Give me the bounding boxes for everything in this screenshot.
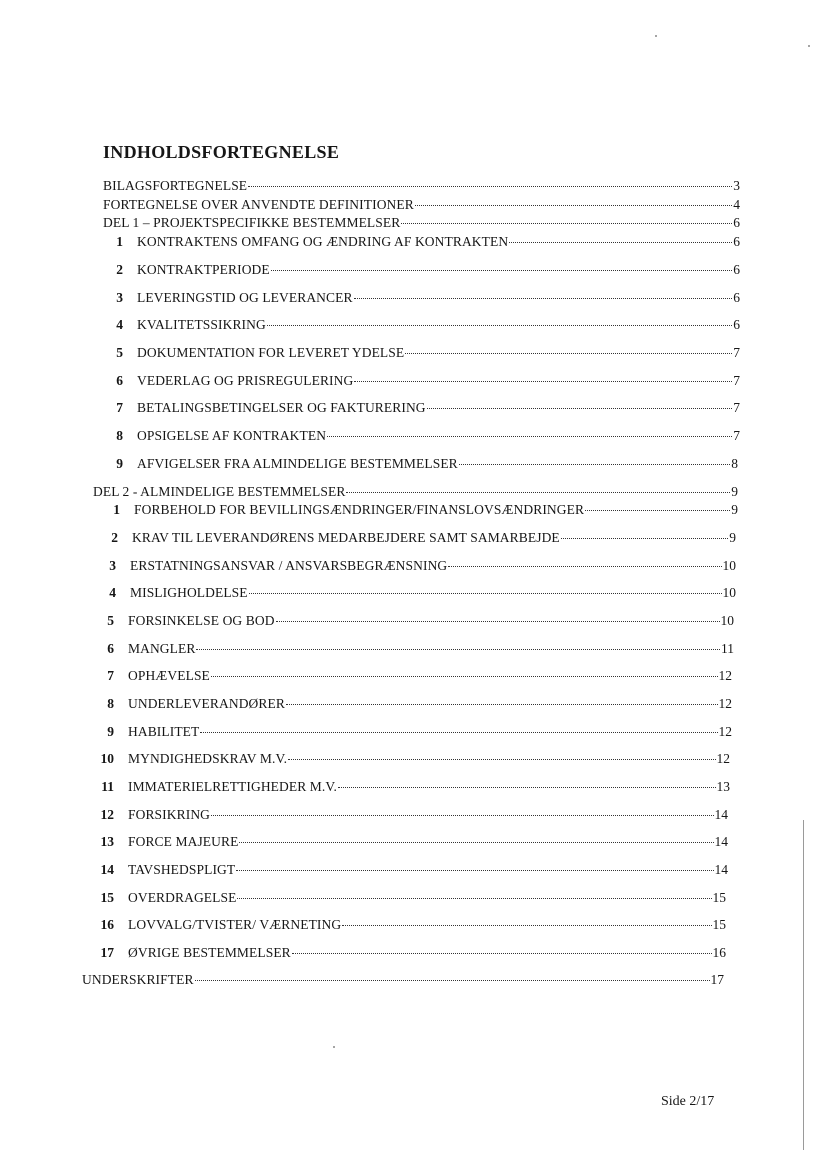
- toc-entry-page: 16: [712, 945, 726, 960]
- toc-entry-page: 7: [733, 400, 740, 415]
- toc-entry-label: FORTEGNELSE OVER ANVENDTE DEFINITIONER: [103, 197, 414, 212]
- toc-entry-page: 12: [718, 668, 732, 683]
- toc-entry-number: 8: [107, 696, 114, 711]
- toc-entry: [94, 558, 736, 574]
- toc-entry-page: 14: [714, 807, 728, 822]
- toc-dot-leader: [415, 205, 732, 206]
- toc-entry: [103, 234, 740, 250]
- toc-entry-number: 4: [116, 317, 123, 332]
- toc-entry: [96, 530, 736, 546]
- toc-dot-leader: [405, 353, 732, 354]
- toc-entry: [93, 484, 738, 500]
- toc-entry: [86, 945, 726, 961]
- toc-entry-page: 9: [729, 530, 736, 545]
- toc-entry: [82, 972, 724, 988]
- toc-entry-number: 6: [116, 373, 123, 388]
- toc-entry: [103, 317, 740, 333]
- page-number-footer: Side 2/17: [661, 1094, 715, 1109]
- toc-dot-leader: [401, 223, 732, 224]
- toc-entry-page: 4: [733, 197, 740, 212]
- toc-entry-number: 4: [109, 585, 116, 600]
- toc-dot-leader: [327, 436, 732, 437]
- toc-entry-number: 16: [100, 917, 114, 932]
- toc-entry-label: DEL 2 - ALMINDELIGE BESTEMMELSER: [93, 484, 346, 499]
- toc-dot-leader: [271, 270, 733, 271]
- toc-entry-label: AFVIGELSER FRA ALMINDELIGE BESTEMMELSER: [137, 456, 458, 471]
- toc-dot-leader: [509, 242, 732, 243]
- toc-entry-page: 6: [733, 262, 740, 277]
- toc-dot-leader: [561, 538, 728, 539]
- toc-entry: [98, 502, 738, 518]
- toc-entry-label: UNDERSKRIFTER: [82, 972, 194, 987]
- toc-entry-number: 10: [100, 751, 114, 766]
- toc-entry: [103, 400, 740, 416]
- toc-entry-page: 7: [733, 428, 740, 443]
- toc-entry-page: 10: [722, 585, 736, 600]
- toc-entry-label: MANGLER: [128, 641, 196, 656]
- toc-entry-label: FORSINKELSE OG BOD: [128, 613, 275, 628]
- toc-entry: [103, 345, 740, 361]
- toc-entry-label: HABILITET: [128, 724, 200, 739]
- toc-entry-page: 6: [733, 234, 740, 249]
- toc-entry-label: LEVERINGSTID OG LEVERANCER: [137, 290, 353, 305]
- toc-entry-label: KONTRAKTPERIODE: [137, 262, 270, 277]
- toc-entry-number: 6: [107, 641, 114, 656]
- toc-dot-leader: [211, 676, 718, 677]
- toc-entry-label: MISLIGHOLDELSE: [130, 585, 248, 600]
- toc-entry-page: 8: [731, 456, 738, 471]
- scan-speck: [333, 1046, 335, 1048]
- toc-entry: [103, 373, 740, 389]
- toc-entry-number: 15: [100, 890, 114, 905]
- toc-entry-number: 13: [100, 834, 114, 849]
- toc-entry-page: 12: [718, 696, 732, 711]
- toc-entry: [88, 751, 730, 767]
- toc-dot-leader: [585, 510, 730, 511]
- toc-entry-number: 2: [116, 262, 123, 277]
- toc-dot-leader: [236, 870, 713, 871]
- toc-entry: [103, 456, 738, 472]
- toc-entry-label: ØVRIGE BESTEMMELSER: [128, 945, 291, 960]
- toc-dot-leader: [286, 704, 718, 705]
- toc-entry-label: VEDERLAG OG PRISREGULERING: [137, 373, 354, 388]
- toc-entry-number: 17: [100, 945, 114, 960]
- toc-entry-number: 9: [116, 456, 123, 471]
- toc-entry-page: 9: [731, 502, 738, 517]
- toc-entry: [103, 428, 740, 444]
- toc-entry-number: 3: [116, 290, 123, 305]
- toc-entry-page: 17: [710, 972, 724, 987]
- scan-speck: [655, 35, 657, 37]
- toc-entry: [86, 834, 728, 850]
- toc-entry-label: OPHÆVELSE: [128, 668, 210, 683]
- toc-dot-leader: [239, 842, 713, 843]
- toc-entry-label: MYNDIGHEDSKRAV M.V.: [128, 751, 288, 766]
- toc-entry-label: ERSTATNINGSANSVAR / ANSVARSBEGRÆNSNING: [130, 558, 448, 573]
- toc-dot-leader: [211, 815, 713, 816]
- toc-entry: [86, 807, 728, 823]
- toc-dot-leader: [288, 759, 715, 760]
- toc-dot-leader: [346, 492, 730, 493]
- toc-entry: [90, 696, 732, 712]
- toc-entry-page: 6: [733, 290, 740, 305]
- toc-dot-leader: [292, 953, 712, 954]
- toc-entry-label: UNDERLEVERANDØRER: [128, 696, 285, 711]
- toc-entry-page: 15: [712, 917, 726, 932]
- toc-dot-leader: [195, 980, 710, 981]
- toc-entry-number: 5: [107, 613, 114, 628]
- toc-entry: [92, 613, 734, 629]
- toc-entry-page: 12: [716, 751, 730, 766]
- toc-entry-number: 12: [100, 807, 114, 822]
- toc-entry: [94, 585, 736, 601]
- toc-dot-leader: [427, 408, 733, 409]
- toc-dot-leader: [338, 787, 716, 788]
- toc-entry-label: OPSIGELSE AF KONTRAKTEN: [137, 428, 327, 443]
- toc-entry-page: 14: [714, 862, 728, 877]
- toc-entry-number: 1: [116, 234, 123, 249]
- toc-dot-leader: [267, 325, 732, 326]
- toc-entry: [88, 724, 732, 740]
- toc-entry-number: 7: [107, 668, 114, 683]
- toc-entry-page: 3: [733, 178, 740, 193]
- toc-entry-page: 7: [733, 345, 740, 360]
- toc-dot-leader: [354, 381, 732, 382]
- toc-entry-label: KRAV TIL LEVERANDØRENS MEDARBEJDERE SAMT SAMARBEJDE: [132, 530, 560, 545]
- toc-entry-label: BETALINGSBETINGELSER OG FAKTURERING: [137, 400, 426, 415]
- toc-entry-page: 6: [733, 317, 740, 332]
- toc-entry-page: 13: [716, 779, 730, 794]
- toc-entry: [103, 197, 740, 213]
- toc-entry-number: 2: [111, 530, 118, 545]
- toc-entry-label: OVERDRAGELSE: [128, 890, 237, 905]
- toc-entry-page: 9: [731, 484, 738, 499]
- scan-speck: [808, 45, 810, 47]
- toc-entry: [90, 668, 732, 684]
- toc-entry-page: 7: [733, 373, 740, 388]
- toc-dot-leader: [196, 649, 720, 650]
- toc-dot-leader: [459, 464, 730, 465]
- toc-entry-label: IMMATERIELRETTIGHEDER M.V.: [128, 779, 337, 794]
- toc-entry-number: 9: [107, 724, 114, 739]
- toc-entry-page: 15: [712, 890, 726, 905]
- toc-entry-label: BILAGSFORTEGNELSE: [103, 178, 248, 193]
- toc-entry-label: FORCE MAJEURE: [128, 834, 239, 849]
- scan-edge-line: [803, 820, 804, 1150]
- toc-entry: [103, 262, 740, 278]
- toc-dot-leader: [237, 898, 711, 899]
- page-title: INDHOLDSFORTEGNELSE: [103, 142, 340, 162]
- toc-entry-page: 10: [720, 613, 734, 628]
- toc-entry-label: LOVVALG/TVISTER/ VÆRNETING: [128, 917, 342, 932]
- toc-entry: [86, 917, 726, 933]
- toc-entry-page: 6: [733, 215, 740, 230]
- toc-entry-label: DOKUMENTATION FOR LEVERET YDELSE: [137, 345, 405, 360]
- toc-entry-page: 10: [722, 558, 736, 573]
- toc-entry-number: 3: [109, 558, 116, 573]
- toc-entry-label: KVALITETSSIKRING: [137, 317, 266, 332]
- toc-entry-page: 11: [721, 641, 734, 656]
- toc-dot-leader: [448, 566, 721, 567]
- toc-entry-page: 12: [718, 724, 732, 739]
- toc-entry-label: FORBEHOLD FOR BEVILLINGSÆNDRINGER/FINANSLOVSÆNDRINGER: [134, 502, 585, 517]
- toc-entry-label: KONTRAKTENS OMFANG OG ÆNDRING AF KONTRAKTEN: [137, 234, 509, 249]
- toc-entry: [86, 862, 728, 878]
- toc-entry-label: DEL 1 – PROJEKTSPECIFIKKE BESTEMMELSER: [103, 215, 401, 230]
- toc-entry-number: 11: [101, 779, 114, 794]
- toc-dot-leader: [200, 732, 717, 733]
- toc-dot-leader: [342, 925, 711, 926]
- toc-dot-leader: [249, 593, 722, 594]
- toc-entry-number: 8: [116, 428, 123, 443]
- toc-entry-label: FORSIKRING: [128, 807, 211, 822]
- toc-entry: [86, 890, 726, 906]
- toc-entry: [103, 215, 740, 231]
- toc-entry-number: 7: [116, 400, 123, 415]
- toc-entry-number: 1: [113, 502, 120, 517]
- toc-entry: [92, 641, 734, 657]
- toc-entry-page: 14: [714, 834, 728, 849]
- toc-entry: [103, 290, 740, 306]
- toc-dot-leader: [248, 186, 732, 187]
- toc-entry-number: 14: [100, 862, 114, 877]
- toc-entry-number: 5: [116, 345, 123, 360]
- toc-entry: [103, 178, 740, 194]
- toc-entry: [88, 779, 730, 795]
- toc-entry-label: TAVSHEDSPLIGT: [128, 862, 236, 877]
- toc-dot-leader: [354, 298, 733, 299]
- toc-dot-leader: [276, 621, 720, 622]
